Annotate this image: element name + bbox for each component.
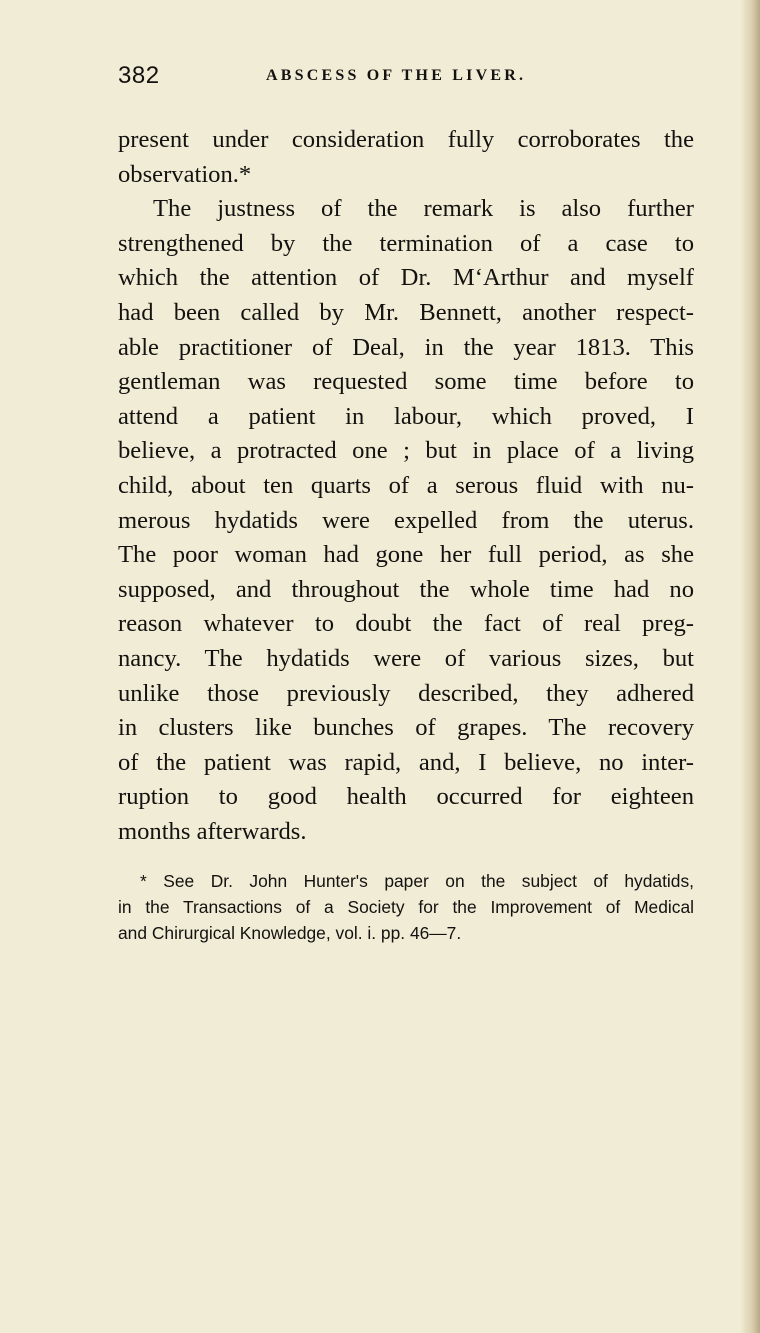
- text-line: which the attention of Dr. M‘Arthur and myself: [118, 264, 694, 292]
- running-title: ABSCESS OF THE LIVER.: [266, 67, 527, 84]
- footnote: [118, 868, 694, 947]
- text-line: months afterwards.: [118, 817, 307, 845]
- page-number: 382: [118, 62, 160, 89]
- text-line: of the patient was rapid, and, I believe, no inter-: [118, 748, 694, 776]
- text-line: in clusters like bunches of grapes. The recovery: [118, 714, 694, 742]
- text-line: reason whatever to doubt the fact of real preg-: [118, 610, 694, 638]
- text-line: able practitioner of Deal, in the year 1813. This: [118, 333, 694, 361]
- text-line: The poor woman had gone her full period, as she: [118, 541, 694, 569]
- page-header: [118, 62, 698, 96]
- text-line: strengthened by the termination of a case to: [118, 229, 694, 257]
- text-line: child, about ten quarts of a serous fluid with nu-: [118, 471, 694, 499]
- text-line: ruption to good health occurred for eighteen: [118, 783, 694, 811]
- text-line: attend a patient in labour, which proved, I: [118, 402, 694, 430]
- text-line: present under consideration fully corroborates the: [118, 126, 694, 153]
- text-line: believe, a protracted one ; but in place of a living: [118, 437, 694, 465]
- text-line: gentleman was requested some time before to: [118, 368, 694, 396]
- text-line: merous hydatids were expelled from the uterus.: [118, 506, 694, 534]
- footnote-line: in the Transactions of a Society for the Improvement of Medical: [118, 897, 694, 918]
- text-line: nancy. The hydatids were of various sizes, but: [118, 644, 694, 672]
- footnote-line: and Chirurgical Knowledge, vol. i. pp. 46—7.: [118, 923, 462, 944]
- main-text: [118, 123, 694, 849]
- text-line: had been called by Mr. Bennett, another respect-: [118, 298, 694, 326]
- text-line: observation.*: [118, 160, 252, 188]
- text-line: The justness of the remark is also further: [153, 195, 694, 223]
- text-line: supposed, and throughout the whole time had no: [118, 575, 694, 603]
- text-line: unlike those previously described, they adhered: [118, 679, 694, 707]
- footnote-line: * See Dr. John Hunter's paper on the subject of hydatids,: [140, 871, 694, 891]
